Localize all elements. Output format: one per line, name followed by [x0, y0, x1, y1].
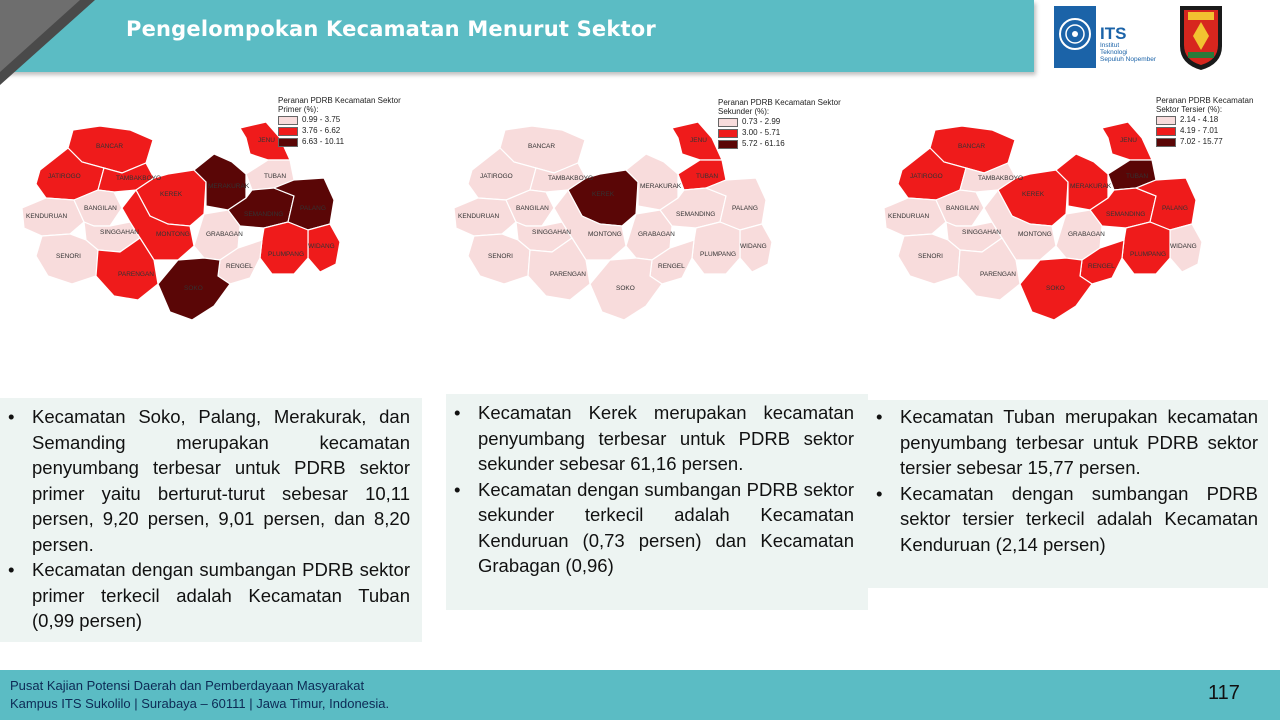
district-label: JENU: [258, 137, 275, 144]
district-label: MERAKURAK: [208, 183, 250, 190]
district-label: PALANG: [732, 205, 758, 212]
district-label: PLUMPANG: [1130, 251, 1166, 258]
district-label: RENGEL: [658, 263, 685, 270]
legend-tersier: [1156, 96, 1266, 147]
district-label: TAMBAKBOYO: [978, 175, 1024, 182]
legend-primer: [278, 96, 408, 147]
district-label: SINGGAHAN: [962, 229, 1002, 236]
district-label: PARENGAN: [118, 271, 154, 278]
district-label: SEMANDING: [1106, 211, 1146, 218]
district-label: KENDURUAN: [458, 213, 500, 220]
legend-swatch-high: [1156, 138, 1176, 147]
district-label: MONTONG: [156, 231, 190, 238]
district-plumpang: [692, 222, 740, 274]
district-label: BANGILAN: [84, 205, 117, 212]
district-label: WIDANG: [308, 243, 335, 250]
district-label: JENU: [690, 137, 707, 144]
district-label: MONTONG: [1018, 231, 1052, 238]
legend-swatch-high: [718, 140, 738, 149]
legend-sekunder: [718, 98, 848, 149]
district-label: GRABAGAN: [1068, 231, 1105, 238]
district-label: SENORI: [56, 253, 81, 260]
its-logo-sub1: Institut: [1100, 42, 1120, 49]
map-primer: [18, 118, 390, 354]
district-label: MERAKURAK: [1070, 183, 1112, 190]
its-logo: [1052, 4, 1162, 70]
footer-line1: Pusat Kajian Potensi Daerah dan Pemberdayaan Masyarakat: [10, 678, 365, 693]
district-label: TUBAN: [264, 173, 287, 180]
district-label: TUBAN: [1126, 173, 1149, 180]
district-label: KEREK: [1022, 191, 1045, 198]
bullet-item: • Kecamatan Kerek merupakan kecamatan penyumbang terbesar untuk PDRB sektor sekunder sebesar 61,16 persen.: [446, 400, 854, 477]
district-label: JATIROGO: [480, 173, 513, 180]
legend-class: 0.99 - 3.75: [302, 115, 341, 124]
district-label: PARENGAN: [980, 271, 1016, 278]
district-label: JATIROGO: [48, 173, 81, 180]
district-label: SOKO: [184, 285, 203, 292]
map-tersier: [880, 118, 1252, 354]
district-label: PLUMPANG: [268, 251, 304, 258]
legend-class: 5.72 - 61.16: [742, 139, 785, 148]
its-logo-sub3: Sepuluh Nopember: [1100, 56, 1157, 63]
page-title: Pengelompokan Kecamatan Menurut Sektor: [126, 17, 656, 41]
district-label: SOKO: [616, 285, 635, 292]
title-bar: [0, 0, 1034, 72]
district-label: GRABAGAN: [638, 231, 675, 238]
district-label: TAMBAKBOYO: [116, 175, 162, 182]
district-label: SEMANDING: [676, 211, 716, 218]
district-label: SINGGAHAN: [100, 229, 140, 236]
legend-class: 7.02 - 15.77: [1180, 137, 1223, 146]
district-label: TUBAN: [696, 173, 719, 180]
district-label: KEREK: [160, 191, 183, 198]
district-label: TAMBAKBOYO: [548, 175, 594, 182]
district-label: JENU: [1120, 137, 1137, 144]
district-label: KEREK: [592, 191, 615, 198]
district-label: BANGILAN: [946, 205, 979, 212]
legend-class: 3.76 - 6.62: [302, 126, 341, 135]
district-plumpang: [1122, 222, 1170, 274]
district-label: WIDANG: [1170, 243, 1197, 250]
corner-fold: [0, 0, 100, 90]
legend-swatch-mid: [1156, 127, 1176, 136]
district-label: JATIROGO: [910, 173, 943, 180]
district-plumpang: [260, 222, 308, 274]
district-label: SENORI: [488, 253, 513, 260]
legend-title: Peranan PDRB Kecamatan Sektor Primer (%):: [278, 96, 401, 114]
map-sekunder: [450, 118, 822, 354]
district-label: PLUMPANG: [700, 251, 736, 258]
district-label: WIDANG: [740, 243, 767, 250]
legend-class: 4.19 - 7.01: [1180, 126, 1219, 135]
district-label: SENORI: [918, 253, 943, 260]
bullet-item: • Kecamatan Soko, Palang, Merakurak, dan Semanding merupakan kecamatan penyumbang terbesar untuk PDRB sektor primer yaitu berturut-turut sebesar 10,11 persen, 9,20 persen, 9,01 persen, dan 8,20 persen.: [0, 404, 410, 557]
district-label: PARENGAN: [550, 271, 586, 278]
legend-class: 2.14 - 4.18: [1180, 115, 1219, 124]
legend-swatch-high: [278, 138, 298, 147]
text-box-primer: [0, 398, 422, 642]
page-number: 117: [1208, 682, 1240, 704]
district-label: BANCAR: [958, 143, 986, 150]
legend-title: Peranan PDRB Kecamatan Sektor Sekunder (%):: [718, 98, 841, 116]
text-box-tersier: [866, 400, 1268, 588]
legend-title: Peranan PDRB Kecamatan Sektor Tersier (%):: [1156, 96, 1254, 114]
district-label: RENGEL: [226, 263, 253, 270]
legend-class: 6.63 - 10.11: [302, 137, 345, 146]
tuban-emblem: [1176, 2, 1226, 72]
legend-swatch-mid: [278, 127, 298, 136]
district-label: GRABAGAN: [206, 231, 243, 238]
legend-class: 3.00 - 5.71: [742, 128, 781, 137]
legend-swatch-mid: [718, 129, 738, 138]
bullet-item: • Kecamatan dengan sumbangan PDRB sektor primer terkecil adalah Kecamatan Tuban (0,99 persen): [0, 557, 410, 634]
district-label: KENDURUAN: [26, 213, 68, 220]
footer: [0, 670, 1280, 720]
district-label: BANCAR: [96, 143, 124, 150]
its-logo-sub2: Teknologi: [1100, 49, 1128, 56]
legend-class: 0.73 - 2.99: [742, 117, 781, 126]
district-label: BANGILAN: [516, 205, 549, 212]
district-label: SEMANDING: [244, 211, 284, 218]
district-label: SINGGAHAN: [532, 229, 572, 236]
district-label: PALANG: [1162, 205, 1188, 212]
bullet-item: • Kecamatan Tuban merupakan kecamatan penyumbang terbesar untuk PDRB sektor tersier sebesar 15,77 persen.: [868, 404, 1258, 481]
district-label: SOKO: [1046, 285, 1065, 292]
district-label: MERAKURAK: [640, 183, 682, 190]
legend-swatch-low: [718, 118, 738, 127]
district-label: KENDURUAN: [888, 213, 930, 220]
district-label: PALANG: [300, 205, 326, 212]
its-logo-name: ITS: [1100, 24, 1127, 43]
legend-swatch-low: [278, 116, 298, 125]
district-label: BANCAR: [528, 143, 556, 150]
bullet-item: • Kecamatan dengan sumbangan PDRB sektor tersier terkecil adalah Kecamatan Kenduruan (2,14 persen): [868, 481, 1258, 558]
text-box-sekunder: [446, 394, 868, 610]
district-label: RENGEL: [1088, 263, 1115, 270]
footer-line2: Kampus ITS Sukolilo | Surabaya – 60111 | Jawa Timur, Indonesia.: [10, 696, 390, 711]
district-label: MONTONG: [588, 231, 622, 238]
bullet-item: • Kecamatan dengan sumbangan PDRB sektor sekunder terkecil adalah Kecamatan Kenduruan (0,73 persen) dan Kecamatan Grabagan (0,96): [446, 477, 854, 579]
legend-swatch-low: [1156, 116, 1176, 125]
